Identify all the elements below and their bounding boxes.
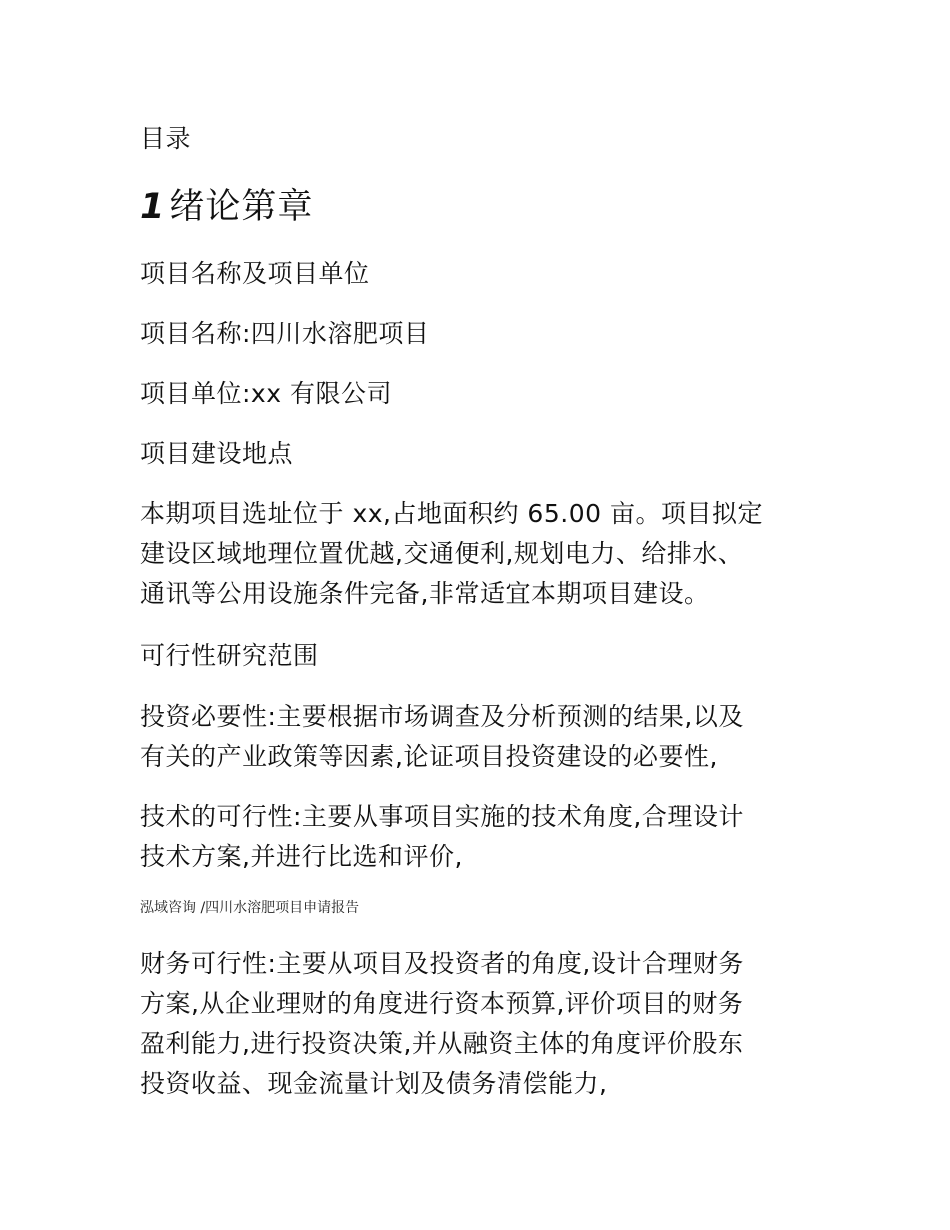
toc-label: 目录 [140,124,192,153]
paragraph-line: 技术方案,并进行比选和评价, [140,842,463,871]
necessity-paragraph [140,697,830,777]
paragraph-line: 盈利能力,进行投资决策,并从融资主体的角度评价股东 [140,1029,744,1058]
paragraph-line: 投资收益、现金流量计划及债务清偿能力, [140,1069,608,1098]
chapter-title: 绪论第章 [169,187,314,227]
location-paragraph [140,494,830,614]
paragraph-line: 财务可行性:主要从项目及投资者的角度,设计合理财务 [140,949,744,978]
project-name-line: 项目名称:四川水溶肥项目 [140,319,430,348]
paragraph-line: 有关的产业政策等因素,论证项目投资建设的必要性, [140,742,718,771]
chapter-heading [140,186,313,228]
paragraph-line: 建设区域地理位置优越,交通便利,规划电力、给排水、 [140,539,744,568]
paragraph-line: 技术的可行性:主要从事项目实施的技术角度,合理设计 [140,802,744,831]
technical-paragraph [140,797,830,877]
paragraph-line: 本期项目选址位于 xx,占地面积约 65.00 亩。项目拟定 [140,499,763,528]
section-heading-location: 项目建设地点 [140,439,294,468]
paragraph-line: 投资必要性:主要根据市场调查及分析预测的结果,以及 [140,702,744,731]
page-footer: 泓域咨询 /四川水溶肥项目申请报告 [140,900,360,916]
project-unit-line: 项目单位:xx 有限公司 [140,379,392,408]
financial-paragraph [140,944,830,1104]
paragraph-line: 通讯等公用设施条件完备,非常适宜本期项目建设。 [140,579,710,608]
chapter-number: 1 [140,187,166,227]
paragraph-line: 方案,从企业理财的角度进行资本预算,评价项目的财务 [140,989,744,1018]
section-heading-name-unit: 项目名称及项目单位 [140,259,370,288]
section-heading-scope: 可行性研究范围 [140,641,319,670]
